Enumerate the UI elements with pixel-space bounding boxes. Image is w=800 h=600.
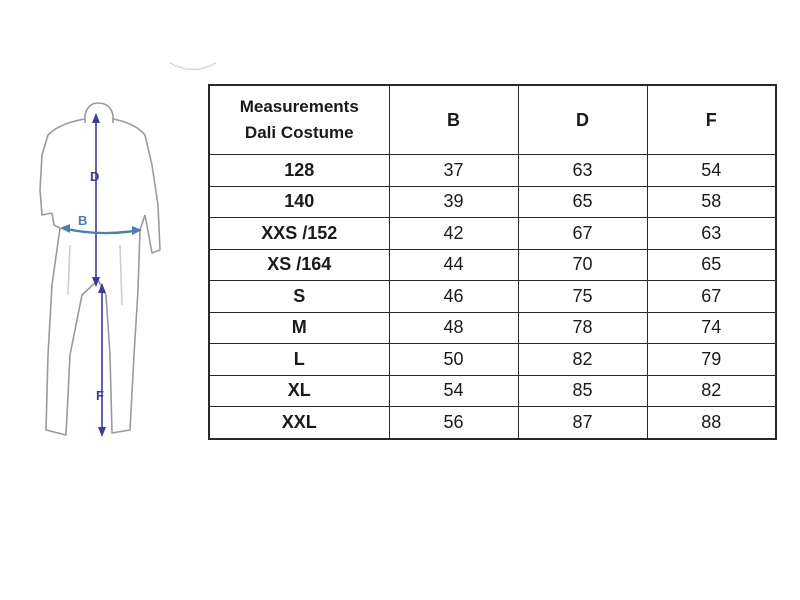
value-d: 82 [518, 344, 647, 376]
measure-f-label: F [96, 388, 104, 403]
size-chart-table [208, 84, 777, 440]
size-label: 128 [209, 155, 389, 187]
value-b: 48 [389, 312, 518, 344]
table-row [209, 375, 776, 407]
table-header-row [209, 85, 776, 155]
size-label: XS /164 [209, 249, 389, 281]
value-b: 56 [389, 407, 518, 439]
value-b: 54 [389, 375, 518, 407]
value-b: 50 [389, 344, 518, 376]
size-label: XL [209, 375, 389, 407]
table-row [209, 407, 776, 439]
header-line-1: Measurements [239, 97, 359, 116]
size-label: XXS /152 [209, 218, 389, 250]
size-label: S [209, 281, 389, 313]
table-row [209, 218, 776, 250]
column-header-b: B [389, 85, 518, 155]
value-f: 65 [647, 249, 776, 281]
measure-b-label: B [78, 213, 88, 228]
costume-outline [30, 95, 180, 455]
table-row [209, 249, 776, 281]
size-label: 140 [209, 186, 389, 218]
value-d: 70 [518, 249, 647, 281]
table-row [209, 281, 776, 313]
measure-d-label: D [90, 169, 100, 184]
value-b: 46 [389, 281, 518, 313]
size-label: M [209, 312, 389, 344]
column-header-d: D [518, 85, 647, 155]
column-header-f: F [647, 85, 776, 155]
value-d: 67 [518, 218, 647, 250]
value-b: 39 [389, 186, 518, 218]
value-f: 82 [647, 375, 776, 407]
costume-figure [30, 95, 180, 455]
value-f: 74 [647, 312, 776, 344]
value-d: 85 [518, 375, 647, 407]
value-d: 65 [518, 186, 647, 218]
value-f: 63 [647, 218, 776, 250]
value-b: 44 [389, 249, 518, 281]
value-b: 42 [389, 218, 518, 250]
table-row [209, 155, 776, 187]
value-d: 75 [518, 281, 647, 313]
value-b: 37 [389, 155, 518, 187]
table-row [209, 344, 776, 376]
table-corner-header [209, 85, 389, 155]
measure-d-arrow [92, 113, 100, 287]
header-line-2: Dali Costume [244, 123, 354, 142]
measure-f-arrow [98, 283, 106, 437]
value-f: 79 [647, 344, 776, 376]
size-label: L [209, 344, 389, 376]
value-f: 67 [647, 281, 776, 313]
value-d: 87 [518, 407, 647, 439]
decorative-arc [168, 60, 218, 74]
value-d: 63 [518, 155, 647, 187]
value-f: 54 [647, 155, 776, 187]
measure-b-arrow [60, 224, 142, 235]
table-row [209, 186, 776, 218]
table-row [209, 312, 776, 344]
value-f: 88 [647, 407, 776, 439]
size-label: XXL [209, 407, 389, 439]
value-f: 58 [647, 186, 776, 218]
value-d: 78 [518, 312, 647, 344]
